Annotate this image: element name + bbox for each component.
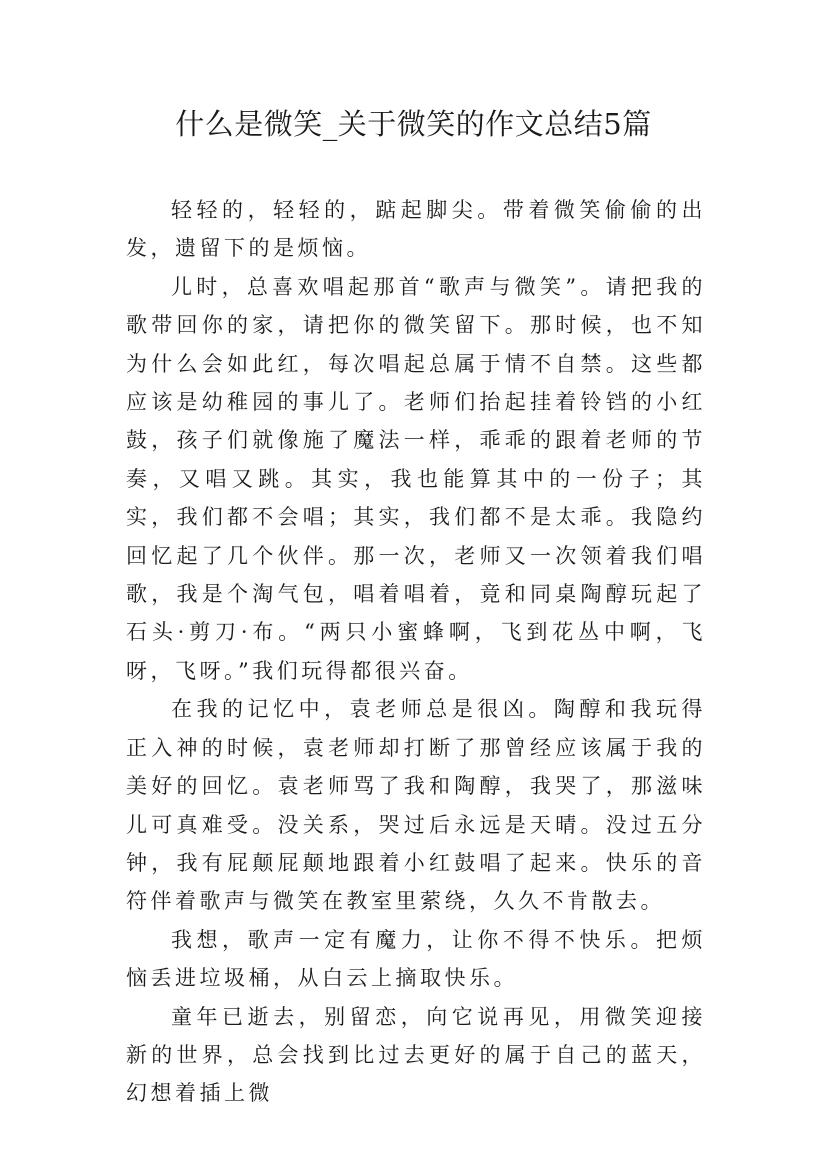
paragraph: 我想，歌声一定有魔力，让你不得不快乐。把烦恼丢进垃圾桶，从白云上摘取快乐。 xyxy=(126,927,706,991)
paragraph: 轻轻的，轻轻的，踮起脚尖。带着微笑偷偷的出发，遗留下的是烦恼。 xyxy=(126,198,706,261)
document-title: 什么是微笑_关于微笑的作文总结5篇 xyxy=(175,107,652,141)
document-body xyxy=(126,191,706,1113)
paragraph: 儿时，总喜欢唱起那首“歌声与微笑”。请把我的歌带回你的家，请把你的微笑留下。那时候，也不知为什么会如此红，每次唱起总属于情不自禁。这些都应该是幼稚园的事儿了。老师们抬起挂着铃铛的小红鼓，孩子们就像施了魔法一样，乖乖的跟着老师的节奏，又唱又跳。其实，我也能算其中的一份子；其实，我们都不会唱；其实，我们都不是太乖。我隐约回忆起了几个伙伴。那一次，老师又一次领着我们唱歌，我是个淘气包，唱着唱着，竟和同桌陶醇玩起了石头·剪刀·布。“两只小蜜蜂啊，飞到花丛中啊，飞呀，飞呀。”我们玩得都很兴奋。 xyxy=(126,274,706,683)
paragraph: 童年已逝去，别留恋，向它说再见，用微笑迎接新的世界，总会找到比过去更好的属于自己的蓝天，幻想着插上微 xyxy=(126,1004,706,1106)
paragraph: 在我的记忆中，袁老师总是很凶。陶醇和我玩得正入神的时候，袁老师却打断了那曾经应该属于我的美好的回忆。袁老师骂了我和陶醇，我哭了，那滋味儿可真难受。没关系，哭过后永远是天晴。没过五分钟，我有屁颠屁颠地跟着小红鼓唱了起来。快乐的音符伴着歌声与微笑在教室里萦绕，久久不肯散去。 xyxy=(126,697,706,914)
